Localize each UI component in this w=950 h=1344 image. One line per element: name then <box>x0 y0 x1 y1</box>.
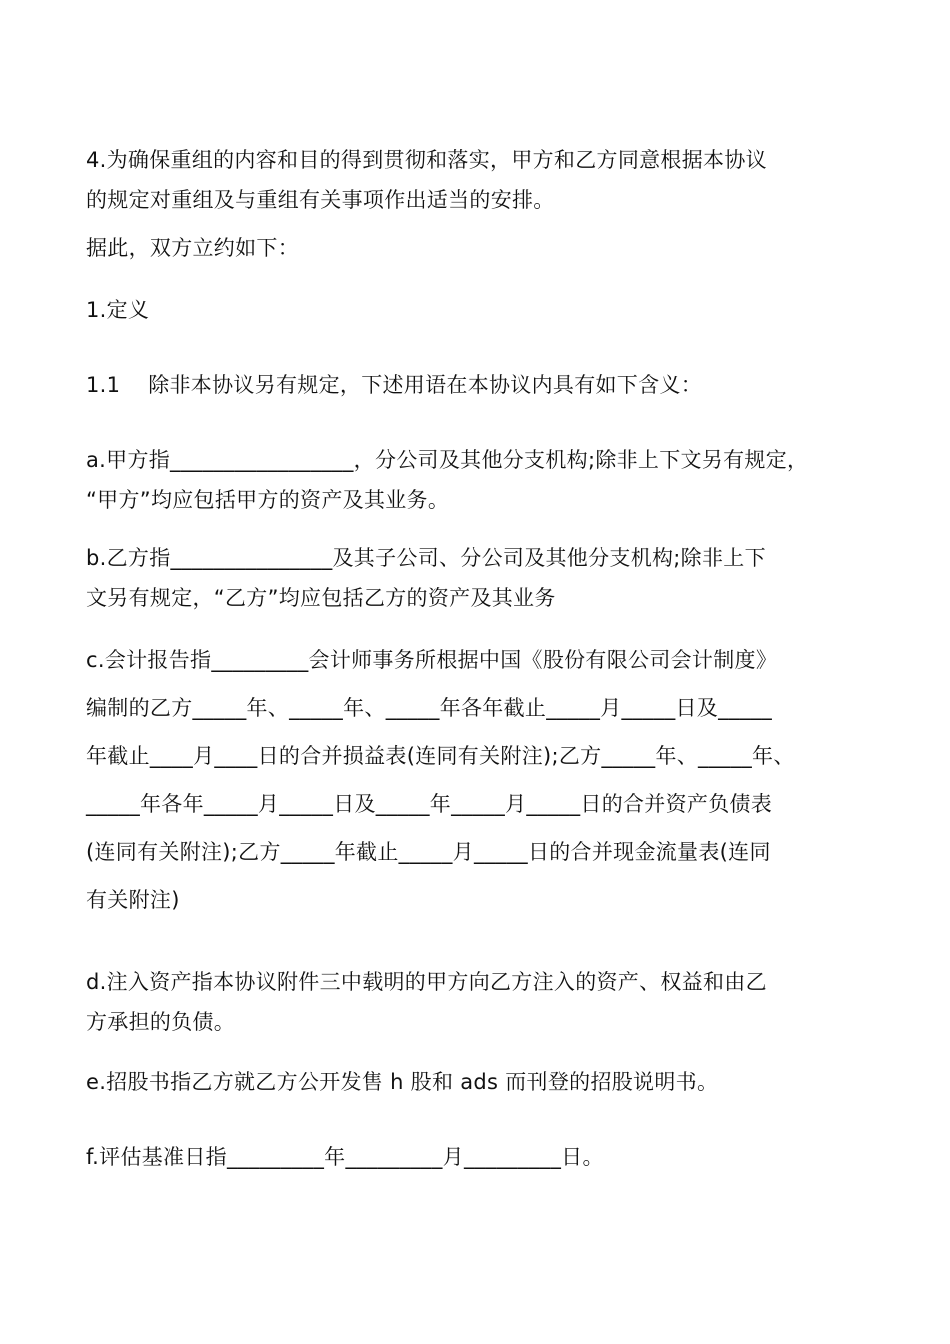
definition-b-line-2: 文另有规定，“乙方”均应包括乙方的资产及其业务 <box>86 586 556 610</box>
definition-f <box>86 1137 876 1177</box>
paragraph-4 <box>86 140 876 220</box>
definition-f-text: f.评估基准日指_________年_________月_________日。 <box>86 1145 604 1169</box>
clause-1-1 <box>86 365 876 405</box>
definition-e-text: e.招股书指乙方就乙方公开发售 h 股和 ads 而刊登的招股说明书。 <box>86 1070 719 1094</box>
definition-d <box>86 962 876 1042</box>
agreement-intro <box>86 228 876 268</box>
definition-c-line-6: 有关附注) <box>86 888 180 912</box>
definition-c-line-1: c.会计报告指_________会计师事务所根据中国《股份有限公司会计制度》 <box>86 648 778 672</box>
definition-d-line-1: d.注入资产指本协议附件三中载明的甲方向乙方注入的资产、权益和由乙 <box>86 970 767 994</box>
definition-b <box>86 538 876 618</box>
agreement-intro-text: 据此，双方立约如下： <box>86 236 299 260</box>
definition-d-line-2: 方承担的负债。 <box>86 1010 236 1034</box>
definition-c-line-4: _____年各年_____月_____日及_____年_____月_____日的合并资产负债表 <box>86 792 773 816</box>
definition-c-line-5: (连同有关附注);乙方_____年截止_____月_____日的合并现金流量表(连同 <box>86 840 771 864</box>
paragraph-4-line-1: 4.为确保重组的内容和目的得到贯彻和落实，甲方和乙方同意根据本协议 <box>86 148 767 172</box>
paragraph-4-line-2: 的规定对重组及与重组有关事项作出适当的安排。 <box>86 188 555 212</box>
definition-a <box>86 440 876 520</box>
section-1-heading <box>86 290 876 330</box>
section-1-heading-text: 1.定义 <box>86 298 150 322</box>
definition-c <box>86 636 876 924</box>
clause-1-1-text: 1.1 除非本协议另有规定，下述用语在本协议内具有如下含义： <box>86 373 702 397</box>
definition-e <box>86 1062 876 1102</box>
definition-c-line-3: 年截止____月____日的合并损益表(连同有关附注);乙方_____年、_____年、 <box>86 744 795 768</box>
definition-a-line-2: “甲方”均应包括甲方的资产及其业务。 <box>86 488 450 512</box>
definition-c-line-2: 编制的乙方_____年、_____年、_____年各年截止_____月_____日及_____ <box>86 696 773 720</box>
definition-b-line-1: b.乙方指_______________及其子公司、分公司及其他分支机构;除非上下 <box>86 546 766 570</box>
definition-a-line-1: a.甲方指_________________，分公司及其他分支机构;除非上下文另有规定， <box>86 448 809 472</box>
